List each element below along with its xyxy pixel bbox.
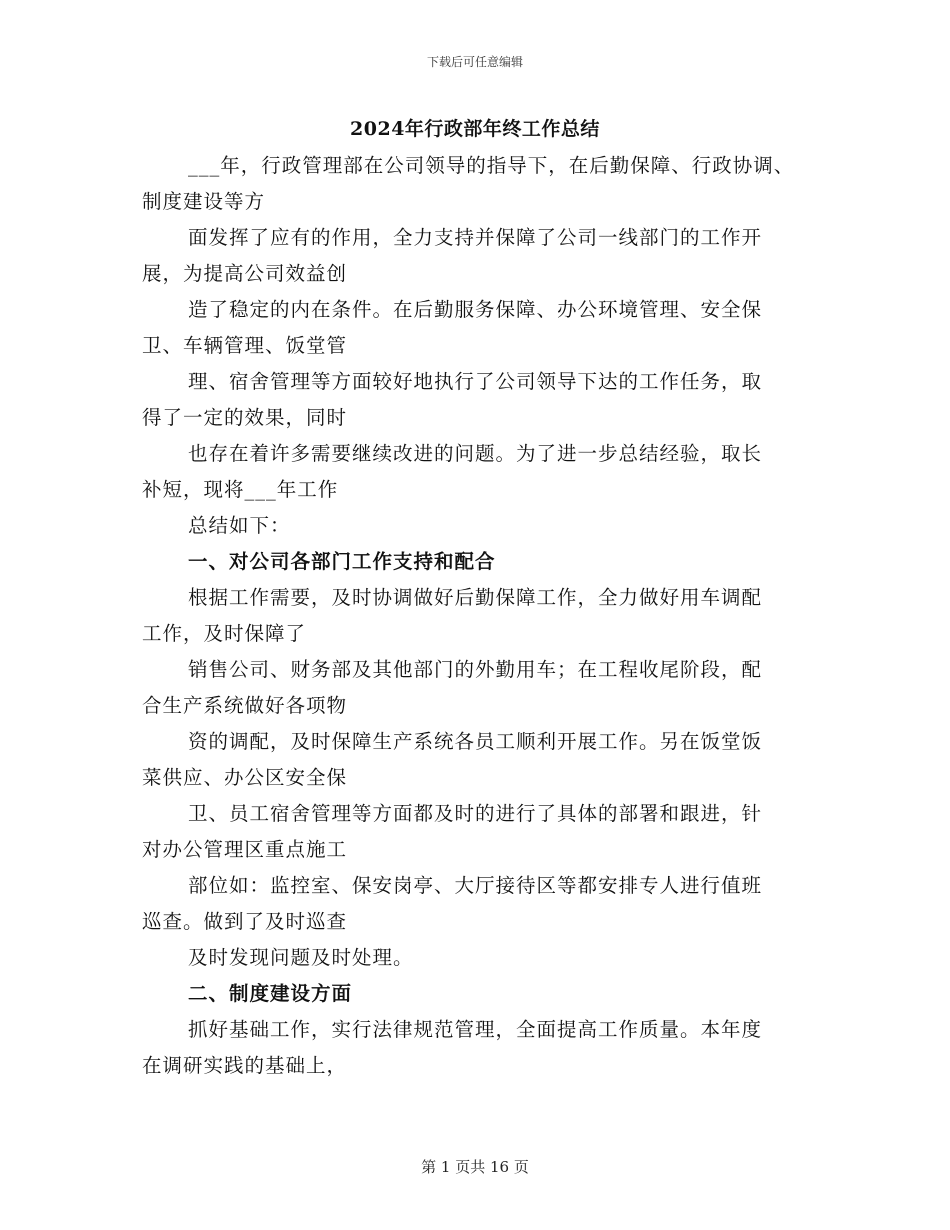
body-text-line: 卫、车辆管理、饭堂管 xyxy=(142,334,348,357)
body-text-line: 抓好基础工作，实行法律规范管理，全面提高工作质量。本年度 xyxy=(188,1018,763,1041)
body-text-line: 补短，现将___年工作 xyxy=(142,478,339,501)
body-text-line: 合生产系统做好各项物 xyxy=(142,694,348,717)
section-heading: 一、对公司各部门工作支持和配合 xyxy=(188,550,496,573)
body-text-line: 菜供应、办公区安全保 xyxy=(142,766,348,789)
body-text-line: 及时发现问题及时处理。 xyxy=(188,946,414,969)
page-footer: 第 1 页共 16 页 xyxy=(421,1158,529,1176)
body-text-line: 对办公管理区重点施工 xyxy=(142,838,348,861)
body-text-line: 部位如：监控室、保安岗亭、大厅接待区等都安排专人进行值班 xyxy=(188,874,763,897)
body-text-line: 巡查。做到了及时巡查 xyxy=(142,910,348,933)
body-text-line: 在调研实践的基础上， xyxy=(142,1054,348,1077)
section-heading: 二、制度建设方面 xyxy=(188,982,353,1005)
body-text-line: 资的调配，及时保障生产系统各员工顺利开展工作。另在饭堂饭 xyxy=(188,730,763,753)
body-text-line: 根据工作需要，及时协调做好后勤保障工作，全力做好用车调配 xyxy=(188,586,763,609)
body-text-line: 面发挥了应有的作用，全力支持并保障了公司一线部门的工作开 xyxy=(188,226,763,249)
body-text-line: 卫、员工宿舍管理等方面都及时的进行了具体的部署和跟进，针 xyxy=(188,802,763,825)
body-text-line: 造了稳定的内在条件。在后勤服务保障、办公环境管理、安全保 xyxy=(188,298,763,321)
document-body xyxy=(142,148,812,1084)
body-text-line: 展，为提高公司效益创 xyxy=(142,262,348,285)
body-text-line: 理、宿舍管理等方面较好地执行了公司领导下达的工作任务，取 xyxy=(188,370,763,393)
body-text-line: 也存在着许多需要继续改进的问题。为了进一步总结经验，取长 xyxy=(188,442,763,465)
body-text-line: 得了一定的效果，同时 xyxy=(142,406,348,429)
body-text-line: 总结如下： xyxy=(188,514,291,537)
document-title: 2024年行政部年终工作总结 xyxy=(350,118,600,140)
body-text-line: 制度建设等方 xyxy=(142,190,266,213)
body-text-line: 销售公司、财务部及其他部门的外勤用车；在工程收尾阶段，配 xyxy=(188,658,763,681)
page-header-note: 下载后可任意编辑 xyxy=(426,55,523,69)
body-text-line: ___年，行政管理部在公司领导的指导下，在后勤保障、行政协调、 xyxy=(188,154,795,177)
body-text-line: 工作，及时保障了 xyxy=(142,622,307,645)
